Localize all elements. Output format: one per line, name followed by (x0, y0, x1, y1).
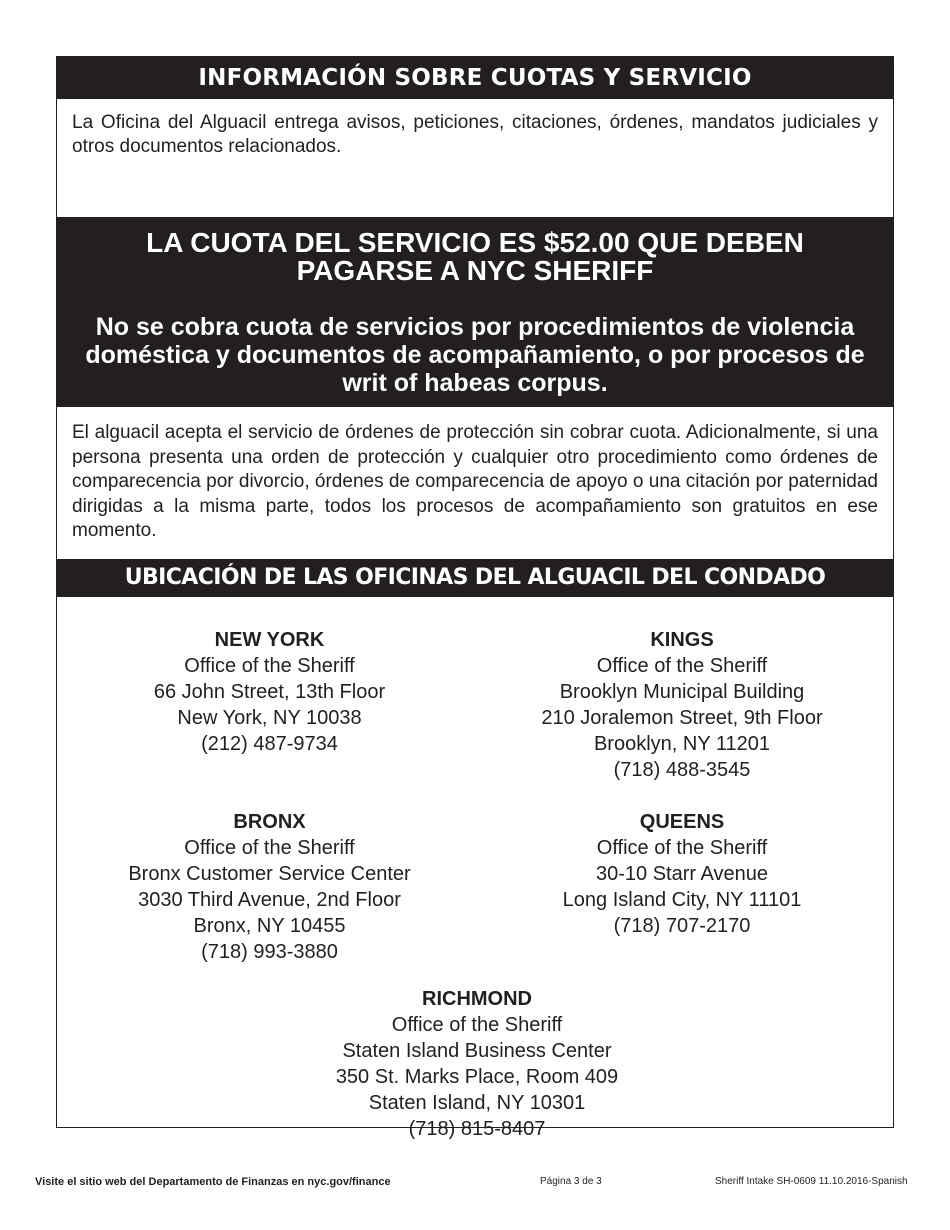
office-line: 350 St. Marks Place, Room 409 (335, 1066, 619, 1088)
office-line: 3030 Third Avenue, 2nd Floor (138, 889, 401, 911)
fee-highlight-block (57, 217, 893, 407)
no-fee-note: No se cobra cuota de servicios por procedimientos de violencia doméstica y documentos de acompañamiento, o por procesos de writ of habeas corpus. (85, 313, 865, 397)
office-line: 210 Joralemon Street, 9th Floor (541, 707, 823, 729)
office-queens (507, 809, 857, 939)
office-line: Office of the Sheriff (184, 655, 355, 677)
office-phone: (718) 993-3880 (201, 941, 338, 963)
office-county: BRONX (233, 811, 306, 833)
office-line: Bronx Customer Service Center (128, 863, 411, 885)
office-line: Brooklyn, NY 11201 (593, 733, 771, 755)
fees-section-title: INFORMACIÓN SOBRE CUOTAS Y SERVICIO (57, 57, 893, 99)
office-line: 30-10 Starr Avenue (596, 863, 768, 885)
footer-form-id: Sheriff Intake SH-0609 11.10.2016-Spanish (715, 1176, 908, 1187)
office-richmond (277, 986, 677, 1142)
office-line: 66 John Street, 13th Floor (153, 681, 386, 703)
office-line: Office of the Sheriff (184, 837, 355, 859)
office-line: Staten Island Business Center (342, 1040, 612, 1062)
office-line: New York, NY 10038 (177, 707, 362, 729)
office-line: Staten Island, NY 10301 (368, 1092, 586, 1114)
office-phone: (718) 815-8407 (408, 1118, 546, 1140)
offices-section-title: UBICACIÓN DE LAS OFICINAS DEL ALGUACIL DEL CONDADO (57, 559, 893, 597)
office-line: Long Island City, NY 11101 (562, 889, 802, 911)
footer-page-number: Página 3 de 3 (540, 1176, 602, 1187)
fee-line-2: PAGARSE A NYC SHERIFF (296, 255, 654, 286)
office-kings (507, 627, 857, 783)
document-frame (56, 56, 894, 1140)
office-phone: (718) 488-3545 (613, 759, 751, 781)
office-bronx (97, 809, 442, 965)
office-line: Brooklyn Municipal Building (559, 681, 805, 703)
fee-amount-heading (57, 217, 893, 285)
office-line: Office of the Sheriff (596, 655, 768, 677)
office-line: Bronx, NY 10455 (193, 915, 346, 937)
office-new-york (97, 627, 442, 757)
office-county: KINGS (650, 629, 714, 651)
office-county: NEW YORK (214, 629, 325, 651)
office-line: Office of the Sheriff (596, 837, 768, 859)
fee-line-1: LA CUOTA DEL SERVICIO ES $52.00 QUE DEBEN (146, 227, 804, 258)
office-line: Office of the Sheriff (391, 1014, 563, 1036)
office-phone: (718) 707-2170 (613, 915, 751, 937)
office-county: RICHMOND (422, 988, 532, 1010)
office-phone: (212) 487-9734 (201, 733, 338, 755)
intro-paragraph: La Oficina del Alguacil entrega avisos, peticiones, citaciones, órdenes, mandatos judiciales y otros documentos relacionados. (72, 112, 878, 157)
office-county: QUEENS (639, 811, 725, 833)
protection-order-paragraph: El alguacil acepta el servicio de órdenes de protección sin cobrar cuota. Adicionalmente, si una persona presenta una orden de protección y cualquier otro procedimiento como órdenes de comparecencia por divorcio, órdenes de comparecencia de apoyo o una citación por paternidad dirigidas a la misma parte, todos los procesos de acompañamiento son gratuitos en ese momento. (72, 422, 878, 541)
footer-website-note: Visite el sitio web del Departamento de Finanzas en nyc.gov/finance (35, 1176, 391, 1188)
